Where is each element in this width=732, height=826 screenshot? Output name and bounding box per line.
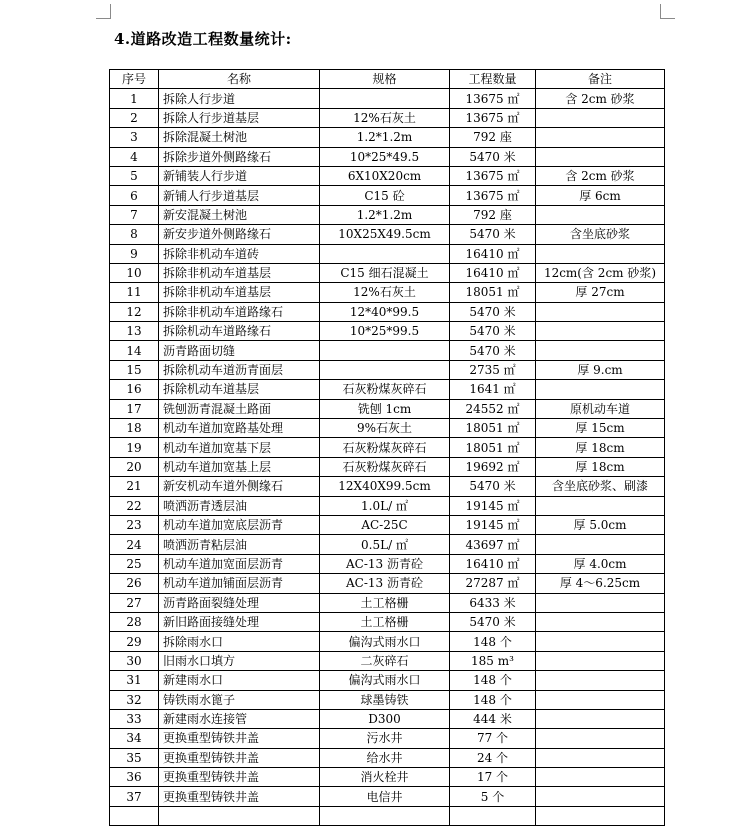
cell-quantity: 5470 米 bbox=[450, 341, 536, 360]
cell-remark: 12cm(含 2cm 砂浆) bbox=[536, 263, 665, 282]
cell-index: 16 bbox=[110, 380, 159, 399]
quantity-table bbox=[109, 69, 665, 826]
cell-remark bbox=[536, 341, 665, 360]
cell-name: 拆除混凝土树池 bbox=[159, 128, 320, 147]
table-row bbox=[110, 263, 665, 282]
cell-index: 1 bbox=[110, 89, 159, 108]
cell-spec: 石灰粉煤灰碎石 bbox=[320, 457, 450, 476]
cell-name: 拆除人行步道 bbox=[159, 89, 320, 108]
cell-index: 13 bbox=[110, 322, 159, 341]
cell-remark bbox=[536, 205, 665, 224]
table-row bbox=[110, 729, 665, 748]
cell-remark: 厚 18cm bbox=[536, 457, 665, 476]
cell-remark: 厚 5.0cm bbox=[536, 515, 665, 534]
cell-quantity: 148 个 bbox=[450, 671, 536, 690]
cell-remark: 厚 27cm bbox=[536, 283, 665, 302]
cell-name: 拆除雨水口 bbox=[159, 632, 320, 651]
cell-index: 14 bbox=[110, 341, 159, 360]
table-row bbox=[110, 322, 665, 341]
cell-spec: 消火栓井 bbox=[320, 768, 450, 787]
cell-name: 新建雨水口 bbox=[159, 671, 320, 690]
table-row bbox=[110, 380, 665, 399]
cell-spec: 电信井 bbox=[320, 787, 450, 806]
page-corner-mark-right bbox=[660, 4, 675, 19]
cell-index: 21 bbox=[110, 477, 159, 496]
table-row bbox=[110, 748, 665, 767]
cell-quantity: 16410 ㎡ bbox=[450, 244, 536, 263]
table-row bbox=[110, 89, 665, 108]
cell-quantity: 6433 米 bbox=[450, 593, 536, 612]
cell-quantity: 792 座 bbox=[450, 128, 536, 147]
cell-spec: 给水井 bbox=[320, 748, 450, 767]
cell-quantity: 5470 米 bbox=[450, 612, 536, 631]
cell-index: 3 bbox=[110, 128, 159, 147]
cell-name: 铣刨沥青混凝土路面 bbox=[159, 399, 320, 418]
cell-index bbox=[110, 806, 159, 825]
cell-spec: 偏沟式雨水口 bbox=[320, 671, 450, 690]
cell-index: 17 bbox=[110, 399, 159, 418]
cell-remark: 含坐底砂浆 bbox=[536, 225, 665, 244]
cell-spec: 10X25X49.5cm bbox=[320, 225, 450, 244]
header-remark: 备注 bbox=[536, 70, 665, 89]
cell-spec: 12*40*99.5 bbox=[320, 302, 450, 321]
cell-quantity: 5470 米 bbox=[450, 322, 536, 341]
cell-index: 31 bbox=[110, 671, 159, 690]
cell-quantity: 13675 ㎡ bbox=[450, 108, 536, 127]
cell-spec: 6X10X20cm bbox=[320, 166, 450, 185]
cell-index: 29 bbox=[110, 632, 159, 651]
cell-index: 33 bbox=[110, 709, 159, 728]
cell-spec bbox=[320, 806, 450, 825]
cell-quantity: 19145 ㎡ bbox=[450, 496, 536, 515]
cell-index: 9 bbox=[110, 244, 159, 263]
header-name: 名称 bbox=[159, 70, 320, 89]
table-row bbox=[110, 302, 665, 321]
cell-spec: 铣刨 1cm bbox=[320, 399, 450, 418]
cell-index: 23 bbox=[110, 515, 159, 534]
cell-name bbox=[159, 806, 320, 825]
cell-quantity: 18051 ㎡ bbox=[450, 419, 536, 438]
cell-quantity: 792 座 bbox=[450, 205, 536, 224]
cell-quantity: 27287 ㎡ bbox=[450, 574, 536, 593]
cell-remark bbox=[536, 787, 665, 806]
cell-name: 拆除机动车道路缘石 bbox=[159, 322, 320, 341]
table-row bbox=[110, 147, 665, 166]
cell-quantity: 24 个 bbox=[450, 748, 536, 767]
cell-quantity: 16410 ㎡ bbox=[450, 554, 536, 573]
cell-spec: AC-13 沥青砼 bbox=[320, 574, 450, 593]
cell-name: 更换重型铸铁井盖 bbox=[159, 768, 320, 787]
cell-remark bbox=[536, 612, 665, 631]
cell-name: 拆除非机动车道基层 bbox=[159, 283, 320, 302]
cell-index: 10 bbox=[110, 263, 159, 282]
cell-spec: 12X40X99.5cm bbox=[320, 477, 450, 496]
cell-remark bbox=[536, 651, 665, 670]
cell-remark: 厚 4～6.25cm bbox=[536, 574, 665, 593]
cell-remark bbox=[536, 593, 665, 612]
cell-name: 机动车道加铺面层沥青 bbox=[159, 574, 320, 593]
cell-name: 沥青路面裂缝处理 bbox=[159, 593, 320, 612]
cell-spec: 土工格栅 bbox=[320, 612, 450, 631]
page-corner-mark-left bbox=[96, 4, 111, 19]
cell-name: 拆除机动车道基层 bbox=[159, 380, 320, 399]
table-row bbox=[110, 108, 665, 127]
cell-quantity: 18051 ㎡ bbox=[450, 438, 536, 457]
cell-index: 37 bbox=[110, 787, 159, 806]
cell-remark bbox=[536, 806, 665, 825]
cell-quantity: 5470 米 bbox=[450, 302, 536, 321]
cell-name: 机动车道加宽底层沥青 bbox=[159, 515, 320, 534]
table-row bbox=[110, 457, 665, 476]
cell-index: 35 bbox=[110, 748, 159, 767]
header-index: 序号 bbox=[110, 70, 159, 89]
cell-name: 机动车道加宽基上层 bbox=[159, 457, 320, 476]
table-body bbox=[110, 89, 665, 826]
cell-index: 18 bbox=[110, 419, 159, 438]
cell-remark: 厚 9.cm bbox=[536, 360, 665, 379]
cell-remark: 含 2cm 砂浆 bbox=[536, 166, 665, 185]
cell-name: 拆除步道外侧路缘石 bbox=[159, 147, 320, 166]
cell-remark bbox=[536, 729, 665, 748]
cell-remark bbox=[536, 748, 665, 767]
cell-remark bbox=[536, 147, 665, 166]
cell-remark: 厚 15cm bbox=[536, 419, 665, 438]
cell-quantity: 1641 ㎡ bbox=[450, 380, 536, 399]
cell-remark bbox=[536, 322, 665, 341]
cell-index: 32 bbox=[110, 690, 159, 709]
cell-index: 12 bbox=[110, 302, 159, 321]
cell-remark: 厚 6cm bbox=[536, 186, 665, 205]
table-row bbox=[110, 283, 665, 302]
cell-spec: C15 砼 bbox=[320, 186, 450, 205]
cell-index: 20 bbox=[110, 457, 159, 476]
cell-index: 7 bbox=[110, 205, 159, 224]
cell-index: 34 bbox=[110, 729, 159, 748]
table-row bbox=[110, 651, 665, 670]
cell-quantity: 185 m³ bbox=[450, 651, 536, 670]
cell-index: 25 bbox=[110, 554, 159, 573]
cell-name: 更换重型铸铁井盖 bbox=[159, 748, 320, 767]
table-row bbox=[110, 496, 665, 515]
cell-name: 拆除机动车道沥青面层 bbox=[159, 360, 320, 379]
cell-quantity: 19145 ㎡ bbox=[450, 515, 536, 534]
cell-spec: 石灰粉煤灰碎石 bbox=[320, 380, 450, 399]
cell-quantity: 2735 ㎡ bbox=[450, 360, 536, 379]
cell-quantity: 444 米 bbox=[450, 709, 536, 728]
cell-remark bbox=[536, 709, 665, 728]
cell-quantity: 13675 ㎡ bbox=[450, 89, 536, 108]
cell-index: 11 bbox=[110, 283, 159, 302]
cell-remark bbox=[536, 380, 665, 399]
cell-spec: 10*25*49.5 bbox=[320, 147, 450, 166]
cell-name: 喷洒沥青透层油 bbox=[159, 496, 320, 515]
table-row bbox=[110, 399, 665, 418]
cell-index: 24 bbox=[110, 535, 159, 554]
cell-spec bbox=[320, 89, 450, 108]
cell-index: 8 bbox=[110, 225, 159, 244]
cell-name: 拆除非机动车道路缘石 bbox=[159, 302, 320, 321]
table-row bbox=[110, 709, 665, 728]
table-row bbox=[110, 768, 665, 787]
table-row bbox=[110, 477, 665, 496]
cell-quantity: 24552 ㎡ bbox=[450, 399, 536, 418]
table-row bbox=[110, 419, 665, 438]
cell-spec: 9%石灰土 bbox=[320, 419, 450, 438]
table-row bbox=[110, 341, 665, 360]
cell-remark bbox=[536, 535, 665, 554]
cell-spec bbox=[320, 360, 450, 379]
table-row bbox=[110, 632, 665, 651]
cell-spec: AC-13 沥青砼 bbox=[320, 554, 450, 573]
table-row bbox=[110, 671, 665, 690]
cell-remark bbox=[536, 671, 665, 690]
table-row bbox=[110, 787, 665, 806]
cell-quantity: 18051 ㎡ bbox=[450, 283, 536, 302]
cell-spec: D300 bbox=[320, 709, 450, 728]
cell-name: 铸铁雨水篦子 bbox=[159, 690, 320, 709]
table-row bbox=[110, 593, 665, 612]
cell-index: 28 bbox=[110, 612, 159, 631]
cell-remark: 含 2cm 砂浆 bbox=[536, 89, 665, 108]
cell-spec: 12%石灰土 bbox=[320, 283, 450, 302]
table-row bbox=[110, 186, 665, 205]
cell-name: 机动车道加宽基下层 bbox=[159, 438, 320, 457]
cell-name: 新安机动车道外侧缘石 bbox=[159, 477, 320, 496]
cell-quantity: 77 个 bbox=[450, 729, 536, 748]
cell-spec: 球墨铸铁 bbox=[320, 690, 450, 709]
cell-index: 5 bbox=[110, 166, 159, 185]
cell-remark bbox=[536, 496, 665, 515]
cell-index: 19 bbox=[110, 438, 159, 457]
cell-index: 2 bbox=[110, 108, 159, 127]
table-row bbox=[110, 438, 665, 457]
cell-name: 机动车道加宽面层沥青 bbox=[159, 554, 320, 573]
cell-index: 4 bbox=[110, 147, 159, 166]
cell-name: 新安混凝土树池 bbox=[159, 205, 320, 224]
table-row bbox=[110, 128, 665, 147]
cell-name: 新铺人行步道基层 bbox=[159, 186, 320, 205]
cell-quantity: 5470 米 bbox=[450, 147, 536, 166]
cell-spec: 10*25*99.5 bbox=[320, 322, 450, 341]
cell-remark bbox=[536, 690, 665, 709]
cell-remark: 厚 18cm bbox=[536, 438, 665, 457]
cell-spec bbox=[320, 244, 450, 263]
table-row bbox=[110, 166, 665, 185]
cell-quantity bbox=[450, 806, 536, 825]
cell-name: 拆除人行步道基层 bbox=[159, 108, 320, 127]
cell-spec: AC-25C bbox=[320, 515, 450, 534]
table-row bbox=[110, 574, 665, 593]
cell-spec: 1.2*1.2m bbox=[320, 205, 450, 224]
cell-name: 新旧路面接缝处理 bbox=[159, 612, 320, 631]
cell-name: 更换重型铸铁井盖 bbox=[159, 729, 320, 748]
cell-index: 15 bbox=[110, 360, 159, 379]
cell-name: 新铺装人行步道 bbox=[159, 166, 320, 185]
table-row bbox=[110, 612, 665, 631]
cell-quantity: 5470 米 bbox=[450, 225, 536, 244]
cell-index: 26 bbox=[110, 574, 159, 593]
cell-index: 22 bbox=[110, 496, 159, 515]
cell-name: 拆除非机动车道基层 bbox=[159, 263, 320, 282]
cell-remark bbox=[536, 244, 665, 263]
cell-quantity: 17 个 bbox=[450, 768, 536, 787]
cell-remark: 原机动车道 bbox=[536, 399, 665, 418]
cell-spec: 1.0L/ ㎡ bbox=[320, 496, 450, 515]
table-row bbox=[110, 515, 665, 534]
cell-quantity: 13675 ㎡ bbox=[450, 186, 536, 205]
cell-name: 新安步道外侧路缘石 bbox=[159, 225, 320, 244]
cell-spec: 0.5L/ ㎡ bbox=[320, 535, 450, 554]
table-row bbox=[110, 244, 665, 263]
cell-quantity: 148 个 bbox=[450, 632, 536, 651]
cell-index: 6 bbox=[110, 186, 159, 205]
cell-remark bbox=[536, 632, 665, 651]
header-spec: 规格 bbox=[320, 70, 450, 89]
section-heading: 4.道路改造工程数量统计: bbox=[114, 30, 292, 48]
table-row bbox=[110, 535, 665, 554]
cell-spec: 石灰粉煤灰碎石 bbox=[320, 438, 450, 457]
cell-spec: 12%石灰土 bbox=[320, 108, 450, 127]
table-row bbox=[110, 225, 665, 244]
cell-spec: 偏沟式雨水口 bbox=[320, 632, 450, 651]
table-row bbox=[110, 554, 665, 573]
header-quantity: 工程数量 bbox=[450, 70, 536, 89]
cell-remark bbox=[536, 128, 665, 147]
cell-remark bbox=[536, 302, 665, 321]
table-row bbox=[110, 360, 665, 379]
cell-quantity: 5 个 bbox=[450, 787, 536, 806]
table-row bbox=[110, 806, 665, 825]
cell-quantity: 43697 ㎡ bbox=[450, 535, 536, 554]
cell-index: 27 bbox=[110, 593, 159, 612]
cell-name: 旧雨水口填方 bbox=[159, 651, 320, 670]
table-row bbox=[110, 690, 665, 709]
cell-name: 更换重型铸铁井盖 bbox=[159, 787, 320, 806]
cell-index: 30 bbox=[110, 651, 159, 670]
cell-spec: 污水井 bbox=[320, 729, 450, 748]
cell-quantity: 19692 ㎡ bbox=[450, 457, 536, 476]
table-header-row bbox=[110, 70, 665, 89]
table-row bbox=[110, 205, 665, 224]
cell-remark: 含坐底砂浆、刷漆 bbox=[536, 477, 665, 496]
cell-quantity: 13675 ㎡ bbox=[450, 166, 536, 185]
cell-quantity: 5470 米 bbox=[450, 477, 536, 496]
cell-quantity: 148 个 bbox=[450, 690, 536, 709]
cell-name: 拆除非机动车道砖 bbox=[159, 244, 320, 263]
cell-spec: 土工格栅 bbox=[320, 593, 450, 612]
cell-spec: 1.2*1.2m bbox=[320, 128, 450, 147]
cell-remark bbox=[536, 108, 665, 127]
cell-name: 喷洒沥青粘层油 bbox=[159, 535, 320, 554]
cell-name: 新建雨水连接管 bbox=[159, 709, 320, 728]
cell-spec: C15 细石混凝土 bbox=[320, 263, 450, 282]
cell-remark: 厚 4.0cm bbox=[536, 554, 665, 573]
cell-spec bbox=[320, 341, 450, 360]
cell-name: 沥青路面切缝 bbox=[159, 341, 320, 360]
cell-name: 机动车道加宽路基处理 bbox=[159, 419, 320, 438]
cell-remark bbox=[536, 768, 665, 787]
cell-spec: 二灰碎石 bbox=[320, 651, 450, 670]
cell-index: 36 bbox=[110, 768, 159, 787]
cell-quantity: 16410 ㎡ bbox=[450, 263, 536, 282]
